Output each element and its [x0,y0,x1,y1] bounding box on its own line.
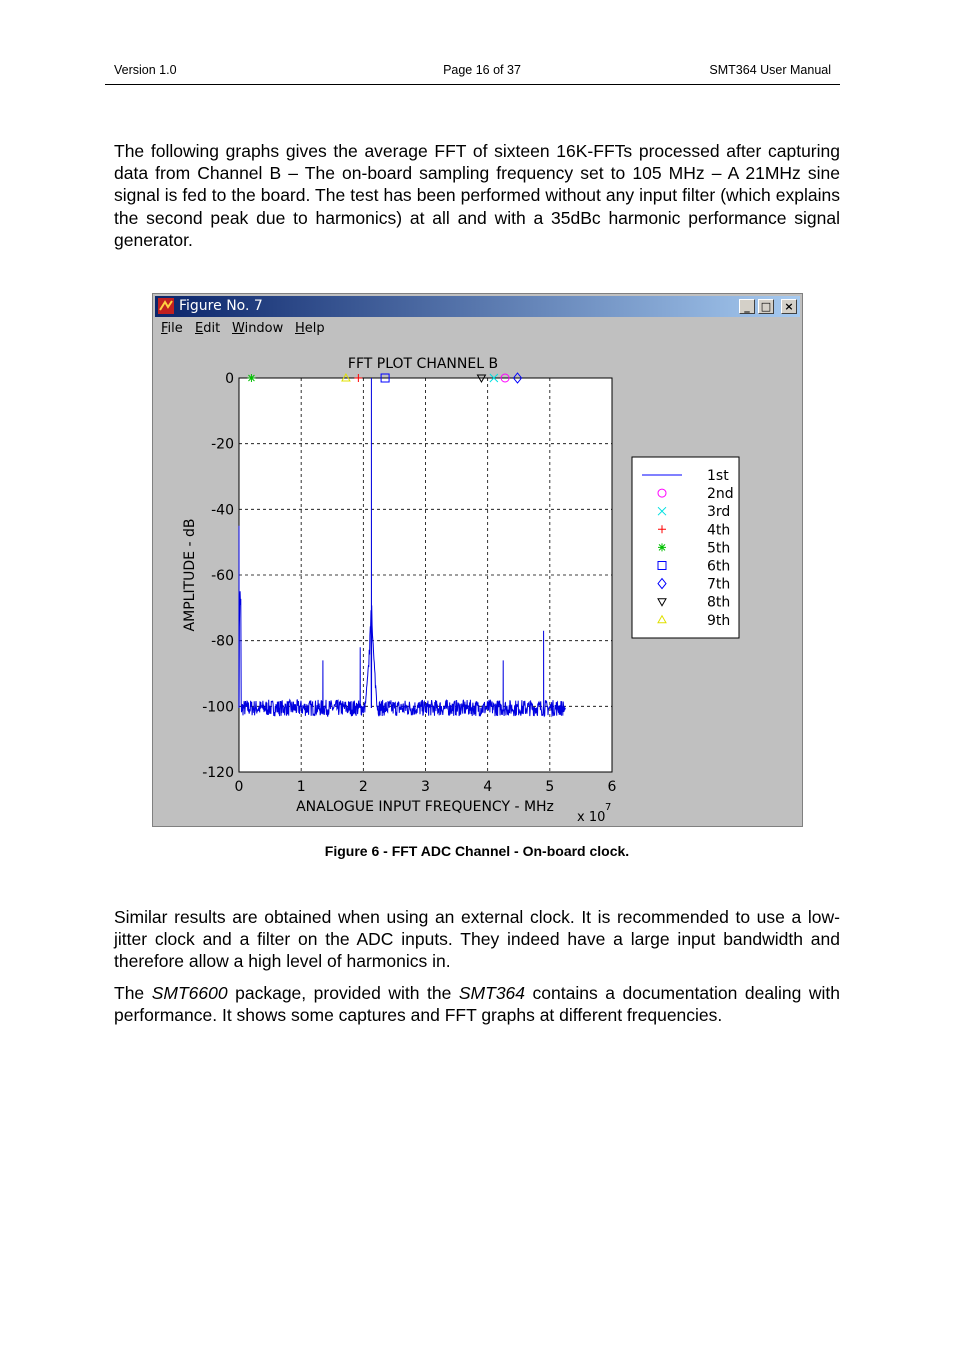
menu-edit[interactable]: Edit [195,321,221,336]
chart-title: FFT PLOT CHANNEL B [347,356,499,372]
x-axis-label: ANALOGUE INPUT FREQUENCY - MHz [296,799,554,815]
package-paragraph: The SMT6600 package, provided with the SMT364 contains a documentation dealing with performance. It shows some captures and FFT graphs at different frequencies. [114,983,840,1026]
header-page-number: Page 16 of 37 [443,63,521,77]
legend-label: 8th [707,594,731,611]
x-multiplier: x 10 [577,810,606,825]
product-smt364: SMT364 [458,983,526,1003]
product-smt6600: SMT6600 [151,983,228,1003]
legend-label: 7th [707,576,731,593]
x-tick-label: 1 [296,779,306,795]
menu-file[interactable]: File [161,321,183,336]
header-manual-title: SMT364 User Manual [709,63,831,77]
legend-label: 6th [707,558,731,575]
header-version: Version 1.0 [114,63,177,77]
legend-label: 4th [707,522,731,539]
fft-chart [153,294,804,828]
figure-title: Figure No. 7 [179,298,263,314]
legend-label: 3rd [707,504,731,521]
close-button[interactable]: × [781,299,797,314]
y-tick-label: -80 [211,633,234,650]
y-tick-label: -100 [202,699,234,716]
y-tick-label: -120 [202,765,234,781]
x-tick-label: 5 [545,779,555,795]
x-multiplier-exponent: 7 [605,802,612,813]
y-axis-label: AMPLITUDE - dB [182,518,198,632]
header-rule [105,84,840,85]
x-tick-label: 2 [358,779,368,795]
figure-caption: Figure 6 - FFT ADC Channel - On-board clock. [324,843,630,859]
legend-symbol-5th [658,543,666,551]
x-tick-label: 4 [483,779,493,795]
maximize-button[interactable]: □ [758,299,774,314]
chart-legend [632,457,739,638]
legend-label: 5th [707,540,731,557]
intro-paragraph: The following graphs gives the average FFT of sixteen 16K-FFTs processed after capturing data from Channel B – The on-board sampling frequency set to 105 MHz – A 21MHz sine signal is fed to the board. The test has been performed without any input filter (which explains the second peak due to harmonics) at all and with a 35dBc harmonic performance signal generator. [114,141,840,250]
matlab-figure-window [152,293,803,827]
menu-help[interactable]: Help [295,321,325,336]
legend-label: 2nd [707,486,734,503]
legend-label: 1st [707,468,729,484]
x-tick-label: 3 [421,779,430,795]
menu-window[interactable]: Window [232,321,284,336]
harmonic-marker-5th [247,374,255,382]
y-tick-label: 0 [225,371,234,387]
external-clock-paragraph: Similar results are obtained when using an external clock. It is recommended to use a low-jitter clock and a filter on the ADC inputs. They indeed have a large input bandwidth and therefore allow a high level of harmonics in. [114,907,840,972]
legend-label: 9th [707,612,731,629]
x-tick-label: 6 [607,779,617,795]
x-tick-label: 0 [234,779,244,795]
y-tick-label: -60 [211,568,234,584]
y-tick-label: -40 [211,502,234,519]
y-tick-label: -20 [211,436,234,453]
minimize-button[interactable]: _ [739,299,755,314]
